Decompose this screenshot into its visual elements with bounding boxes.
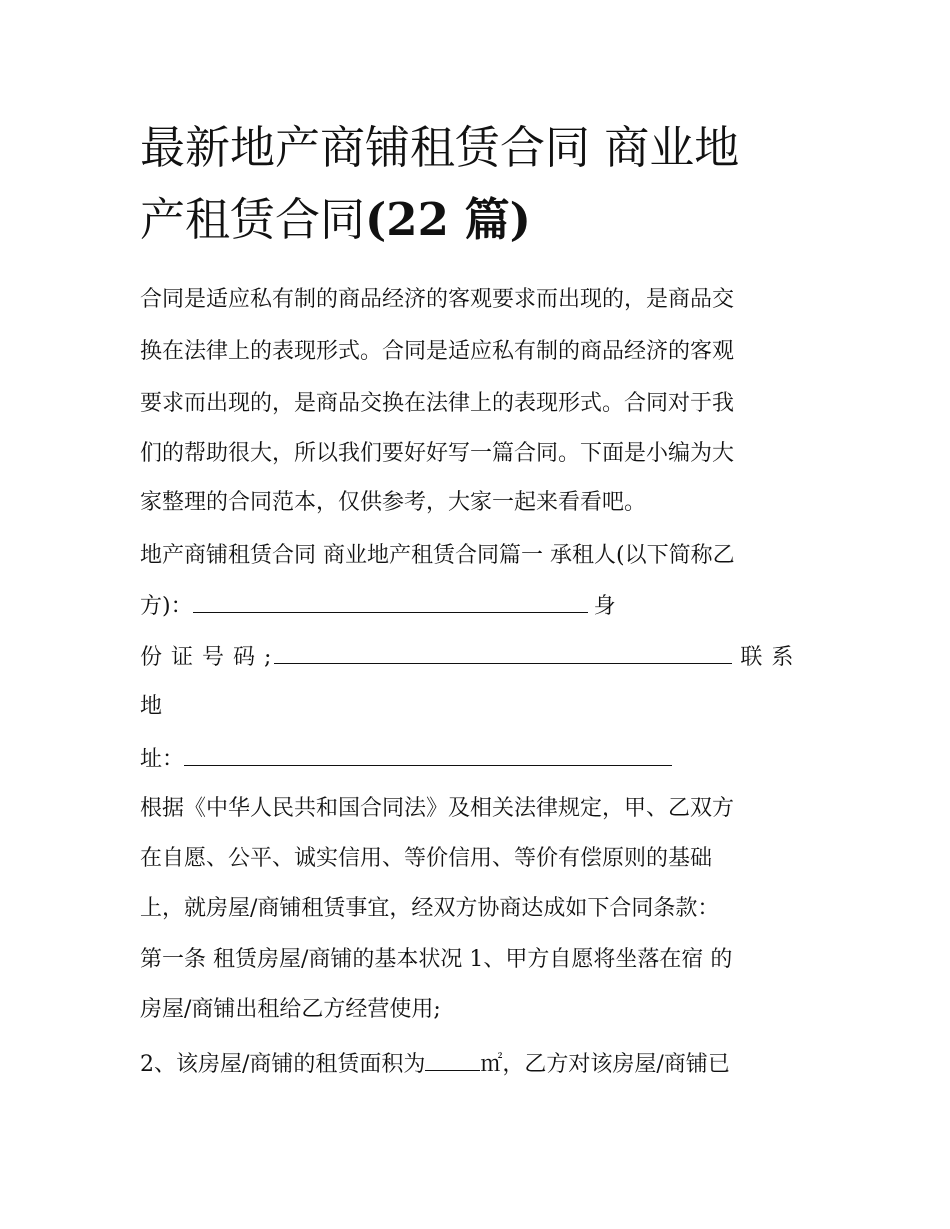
section-heading: 地产商铺租赁合同 商业地产租赁合同篇一 承租人(以下简称乙 bbox=[140, 543, 735, 568]
party-line bbox=[140, 590, 616, 622]
id-prefix: 身 bbox=[593, 594, 616, 619]
id-number-blank bbox=[274, 641, 732, 664]
body-line-4: 第一条 租赁房屋/商铺的基本状况 1、甲方自愿将坐落在宿 的 bbox=[140, 947, 733, 972]
intro-line-2: 换在法律上的表现形式。合同是适应私有制的商品经济的客观 bbox=[140, 339, 735, 364]
intro-line-4: 们的帮助很大，所以我们要好好写一篇合同。下面是小编为大 bbox=[140, 441, 735, 466]
clause-2-prefix: 2、该房屋/商铺的租赁面积为 bbox=[140, 1052, 426, 1077]
clause-2-line bbox=[140, 1048, 730, 1080]
clause-2-suffix: ㎡，乙方对该房屋/商铺已 bbox=[480, 1052, 730, 1077]
party-name-blank bbox=[193, 590, 588, 613]
title-line-2: 产租赁合同 bbox=[140, 193, 366, 246]
body-line-2: 在自愿、公平、诚实信用、等价信用、等价有偿原则的基础 bbox=[140, 846, 713, 871]
intro-line-3: 要求而出现的，是商品交换在法律上的表现形式。合同对于我 bbox=[140, 391, 735, 416]
contact-prefix: 联系 bbox=[740, 645, 803, 670]
title-count: (22 篇) bbox=[365, 193, 531, 246]
address-blank bbox=[184, 743, 672, 766]
area-blank bbox=[425, 1048, 480, 1071]
id-line bbox=[140, 641, 802, 673]
title-line-1: 最新地产商铺租赁合同 商业地 bbox=[140, 121, 740, 174]
intro-line-5: 家整理的合同范本，仅供参考，大家一起来看看吧。 bbox=[140, 490, 647, 515]
document-title bbox=[140, 112, 820, 184]
document-title-continued bbox=[140, 184, 820, 256]
address-prefix: 地 bbox=[140, 694, 163, 719]
body-line-3: 上，就房屋/商铺租赁事宜，经双方协商达成如下合同条款： bbox=[140, 896, 720, 921]
body-line-1: 根据《中华人民共和国合同法》及相关法律规定，甲、乙双方 bbox=[140, 796, 735, 821]
address-label: 址： bbox=[140, 747, 185, 772]
party-label: 方)： bbox=[140, 594, 193, 619]
body-line-5: 房屋/商铺出租给乙方经营使用; bbox=[140, 997, 441, 1022]
id-label: 份证号码; bbox=[140, 645, 281, 670]
intro-line-1: 合同是适应私有制的商品经济的客观要求而出现的，是商品交 bbox=[140, 287, 735, 312]
address-line bbox=[140, 743, 672, 775]
